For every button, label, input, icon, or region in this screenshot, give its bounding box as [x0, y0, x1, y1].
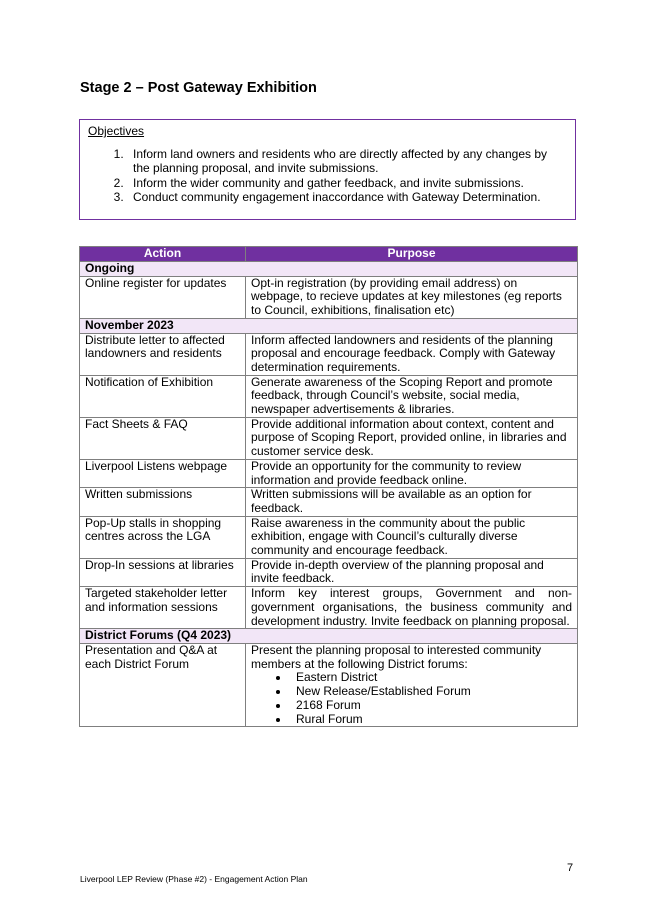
section-title: District Forums (Q4 2023)	[80, 629, 578, 644]
purpose-cell: Inform affected landowners and residents of the planning proposal and encourage feedback. Comply with Gateway determination requirements.	[246, 333, 578, 375]
purpose-cell: Raise awareness in the community about the public exhibition, engage with Council’s culturally diverse community and encourage feedback.	[246, 516, 578, 558]
action-cell: Drop-In sessions at libraries	[80, 558, 246, 586]
action-cell: Notification of Exhibition	[80, 375, 246, 417]
purpose-cell: Provide an opportunity for the community to review information and provide feedback online.	[246, 459, 578, 487]
objective-item: 1. Inform land owners and residents who are directly affected by any changes by the planning proposal, and invite submissions.	[127, 147, 567, 176]
header-action: Action	[80, 247, 246, 262]
objective-item: 3. Conduct community engagement inaccordance with Gateway Determination.	[127, 190, 567, 205]
page-footer: Liverpool LEP Review (Phase #2) - Engagement Action Plan	[80, 874, 308, 884]
section-row	[80, 262, 578, 277]
purpose-cell: Inform key interest groups, Government and non-government organisations, the business community and development industry. Invite feedback on planning proposal.	[246, 587, 578, 629]
forum-intro: Present the planning proposal to interested community members at the following District forums:	[251, 642, 542, 671]
forum-item: • New Release/Established Forum	[290, 685, 572, 699]
section-row	[80, 318, 578, 333]
table-row	[80, 643, 578, 726]
action-cell: Liverpool Listens webpage	[80, 459, 246, 487]
table-row	[80, 417, 578, 459]
section-title: Ongoing	[80, 262, 578, 277]
action-cell: Presentation and Q&A at each District Forum	[80, 643, 246, 726]
forum-item: • Rural Forum	[290, 713, 572, 727]
table-header-row	[80, 247, 578, 262]
table-row	[80, 375, 578, 417]
purpose-cell: Generate awareness of the Scoping Report and promote feedback, through Council’s website, social media, newspaper advertisements & libraries.	[246, 375, 578, 417]
objectives-box	[79, 119, 576, 220]
purpose-cell: Provide additional information about context, content and purpose of Scoping Report, provided online, in libraries and customer service desk.	[246, 417, 578, 459]
page-number: 7	[567, 862, 574, 874]
objective-item: 2. Inform the wider community and gather feedback, and invite submissions.	[127, 176, 567, 191]
action-cell: Distribute letter to affected landowners and residents	[80, 333, 246, 375]
objectives-list	[88, 147, 567, 205]
table-row	[80, 587, 578, 629]
table-row	[80, 558, 578, 586]
objectives-heading: Objectives	[88, 124, 145, 138]
purpose-cell: Opt-in registration (by providing email address) on webpage, to recieve updates at key milestones (eg reports to Council, exhibitions, finalisation etc)	[246, 276, 578, 318]
action-cell: Written submissions	[80, 488, 246, 516]
table-row	[80, 516, 578, 558]
action-cell: Targeted stakeholder letter and information sessions	[80, 587, 246, 629]
section-row	[80, 629, 578, 644]
header-purpose: Purpose	[246, 247, 578, 262]
purpose-cell: Written submissions will be available as an option for feedback.	[246, 488, 578, 516]
forum-item: • 2168 Forum	[290, 699, 572, 713]
purpose-cell	[246, 643, 578, 726]
action-cell: Online register for updates	[80, 276, 246, 318]
section-title: November 2023	[80, 318, 578, 333]
table-row	[80, 333, 578, 375]
forum-list	[251, 671, 572, 726]
table-row	[80, 488, 578, 516]
purpose-cell: Provide in-depth overview of the planning proposal and invite feedback.	[246, 558, 578, 586]
action-cell: Pop-Up stalls in shopping centres across the LGA	[80, 516, 246, 558]
table-row	[80, 459, 578, 487]
action-cell: Fact Sheets & FAQ	[80, 417, 246, 459]
page-title: Stage 2 – Post Gateway Exhibition	[80, 80, 317, 96]
table-row	[80, 276, 578, 318]
engagement-table	[79, 246, 578, 727]
forum-item: • Eastern District	[290, 671, 572, 685]
